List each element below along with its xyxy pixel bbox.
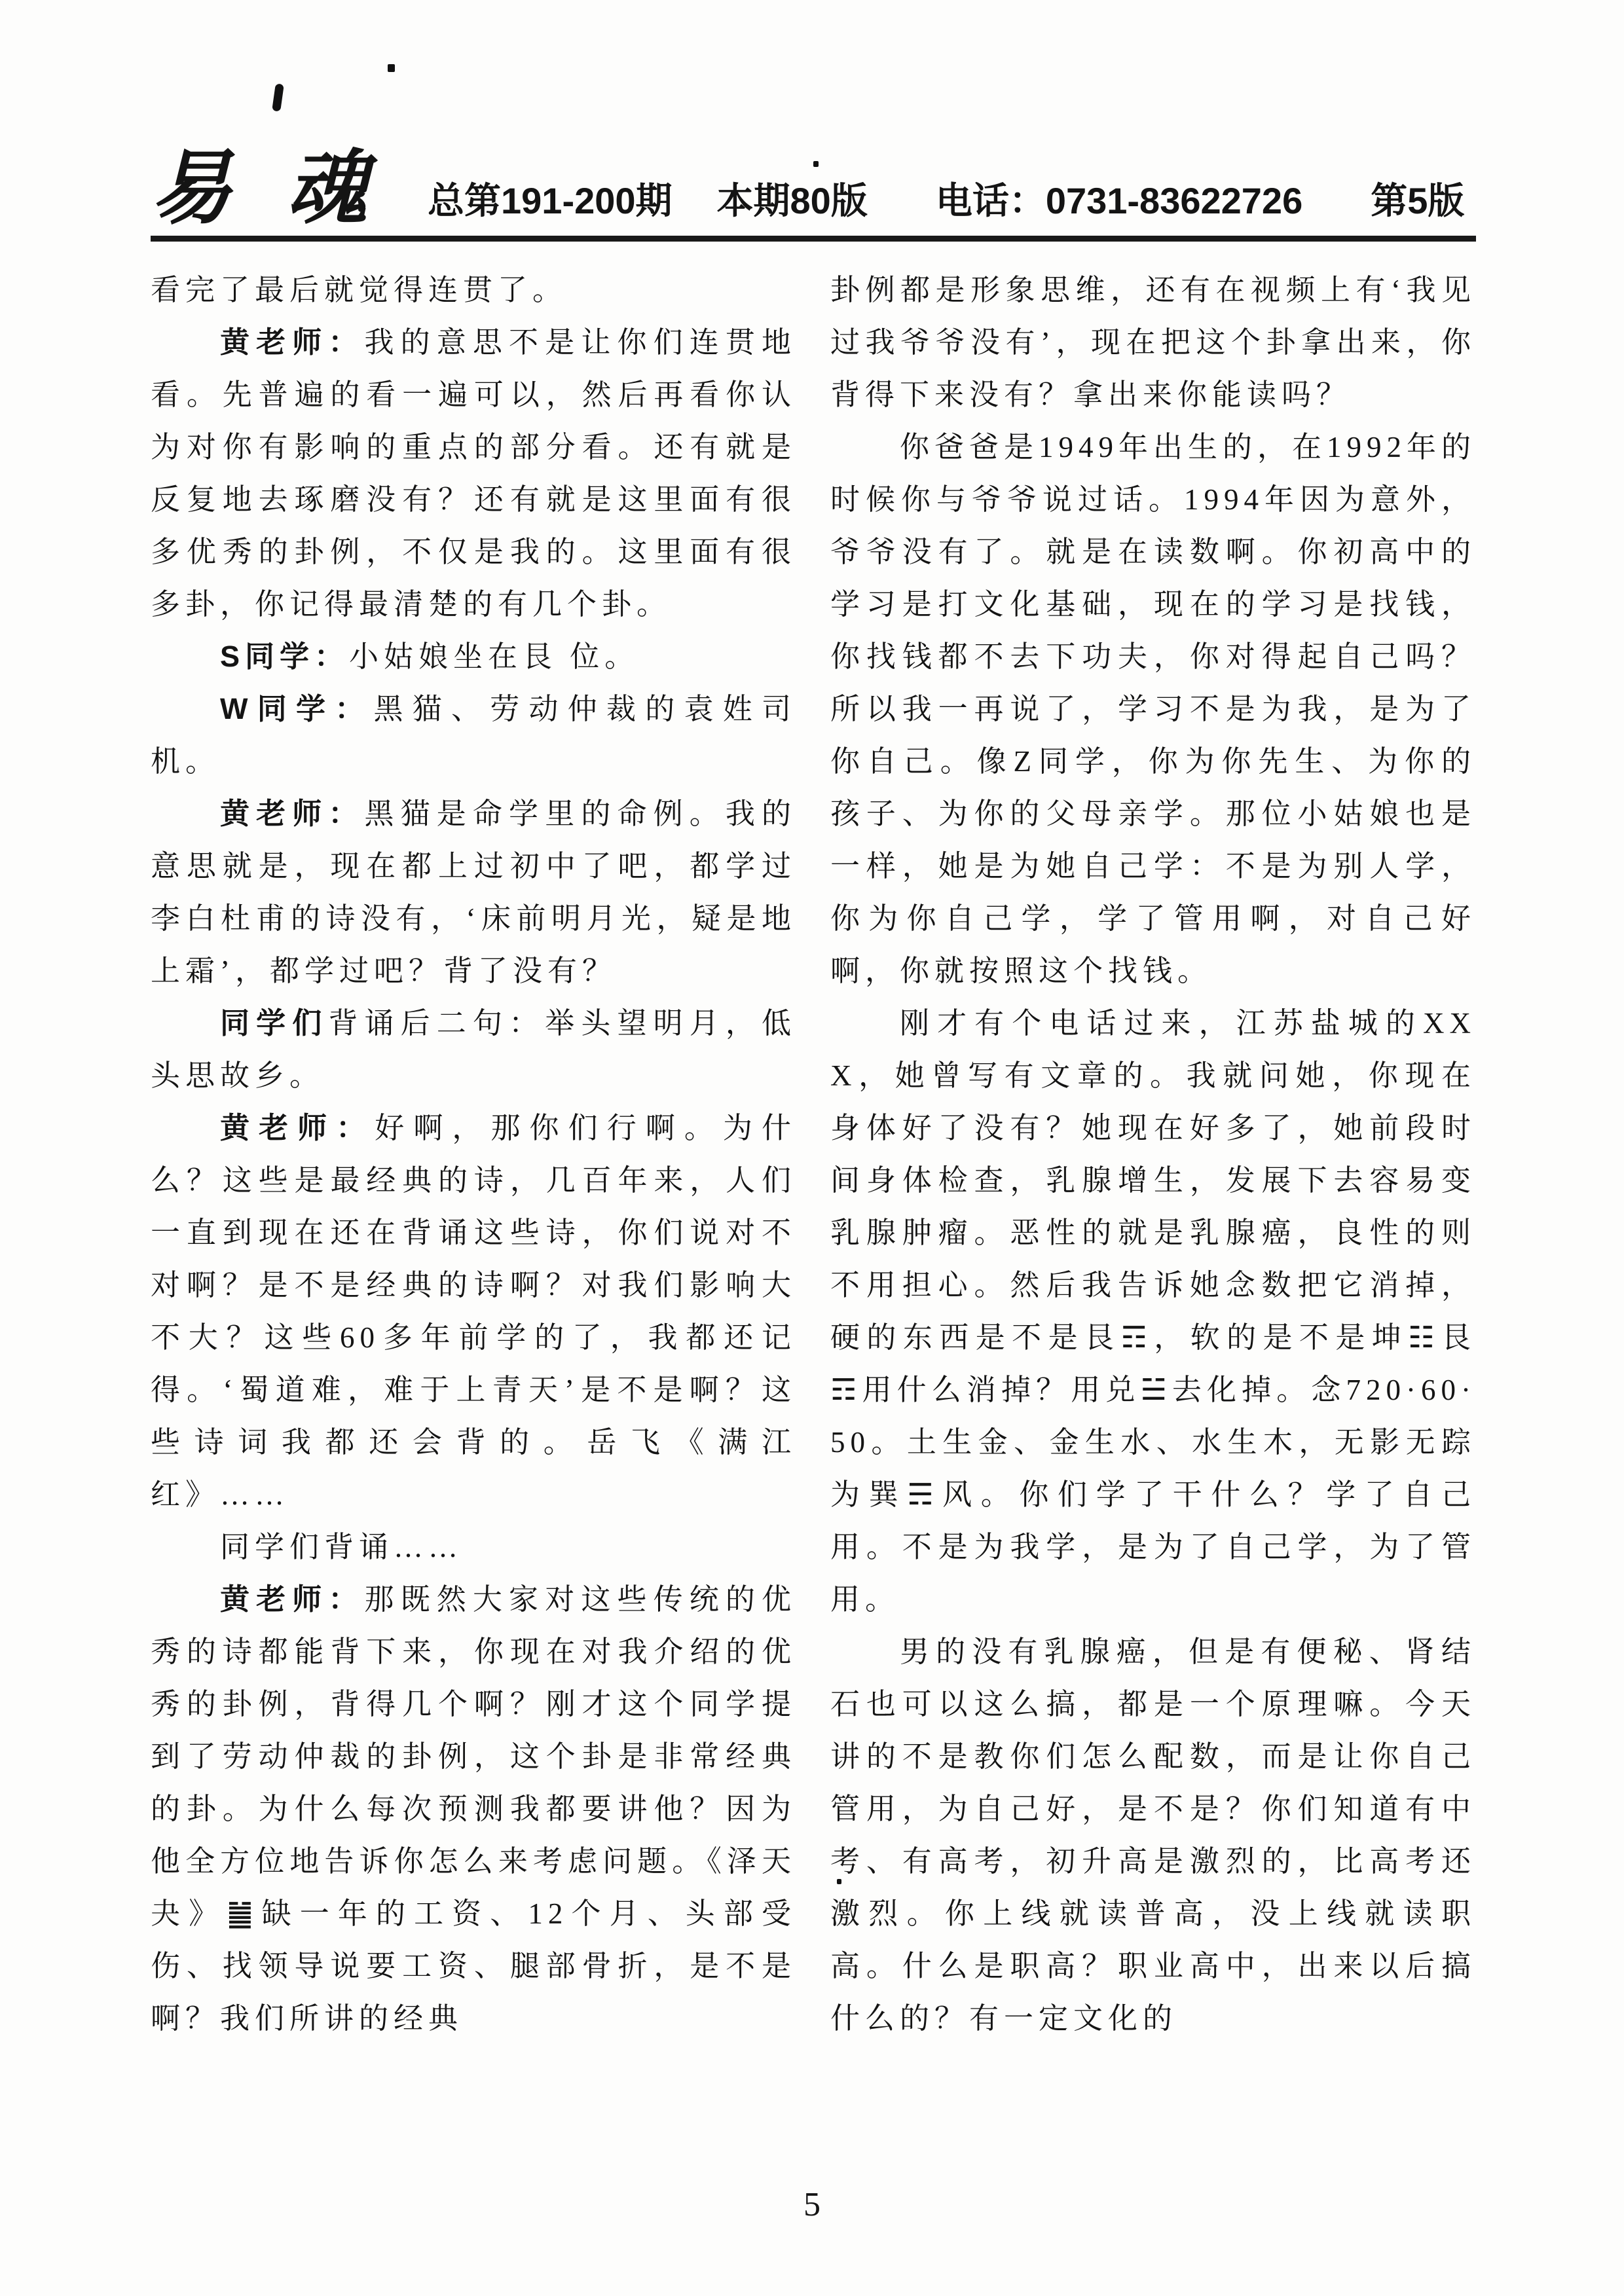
paragraph [151,264,796,316]
paragraph-text: 好啊，那你们行啊。为什么？这些是最经典的诗，几百年来，人们一直到现在还在背诵这些诗，你们说对不对啊？是不是经典的诗啊？对我们影响大不大？这些60多年前学的了，我都还记得。‘蜀道难，难于上青天’是不是啊？这些诗词我都还会背的。岳飞《满江红》…… [151,1112,796,1512]
right-column [830,264,1476,2045]
paragraph [151,1573,796,2045]
paragraph [151,630,796,683]
paragraph [151,683,796,788]
speaker-label: S同学： [220,640,350,674]
speaker-label: W同学： [220,692,374,726]
paragraph [151,1521,796,1573]
scan-artifact [388,64,395,72]
phone-label: 电话：0731-83622726 [935,180,1303,222]
paragraph-text: 同学们背诵…… [220,1531,464,1564]
speaker-label: 同学们 [220,1006,329,1040]
speaker-label: 黄老师： [220,1582,365,1616]
masthead-divider [151,236,1476,242]
paragraph [151,1102,796,1521]
paragraph-text: 那既然大家对这些传统的优秀的诗都能背下来，你现在对我介绍的优秀的卦例，背得几个啊？刚才这个同学提到了劳动仲裁的卦例，这个卦是非常经典的卦。为什么每次预测我都要讲他？因为他全方位地告诉你怎么来考虑问题。《泽天夬》䷪缺一年的工资、12个月、头部受伤、找领导说要工资、腿部骨折，是不是啊？我们所讲的经典 [151,1583,796,2035]
paragraph-text: 你爸爸是1949年出生的，在1992年的时候你与爷爷说过话。1994年因为意外，爷爷没有了。就是在读数啊。你初高中的学习是打文化基础，现在的学习是找钱，你找钱都不去下功夫，你对得起自己吗？ 所以我一再说了，学习不是为我，是为了你自己。像Z同学，你为你先生、为你的孩子、为你的父母亲学。那位小姑娘也是一样，她是为她自己学：不是为别人学，你为你自己学，学了管用啊，对自己好啊，你就按照这个找钱。 [830,431,1477,988]
speaker-label: 黄老师： [220,797,365,831]
paragraph-text: 背诵后二句：举头望明月，低头思故乡。 [151,1007,796,1093]
scan-artifact [837,1879,841,1884]
issue-range-label: 总第191-200期 [428,180,673,222]
paragraph [151,997,796,1102]
publication-logo: 易 魂 [151,144,385,234]
paragraph [151,316,796,630]
two-column-text [151,264,1476,2045]
speaker-label: 黄老师： [220,325,365,359]
page-footer [0,2185,1624,2224]
paragraph-text: 小姑娘坐在艮 位。 [349,640,640,674]
paragraph [830,421,1476,997]
left-column [151,264,796,2045]
paragraph-text: 看完了最后就觉得连贯了。 [151,274,568,307]
paragraph [830,264,1476,421]
paragraph-text: 黑猫、劳动仲裁的袁姓司机。 [151,693,796,778]
page-number: 5 [803,2186,821,2223]
paragraph [151,788,796,997]
paragraph [830,1626,1476,2045]
scan-artifact [813,161,819,167]
speaker-label: 黄老师： [220,1111,375,1145]
paragraph-text: 男的没有乳腺癌，但是有便秘、肾结石也可以这么搞，都是一个原理嘛。今天讲的不是教你们怎么配数，而是让你自己管用，为自己好，是不是？你们知道有中考、有高考，初升高是激烈的，比高考还激烈。你上线就读普高，没上线就读职高。什么是职高？职业高中，出来以后搞什么的？有一定文化的 [830,1635,1476,2035]
paragraph-text: 黑猫是命学里的命例。我的意思就是，现在都上过初中了吧，都学过李白杜甫的诗没有，‘床前明月光，疑是地上霜’，都学过吧？背了没有？ [151,797,796,988]
paragraph [830,997,1476,1626]
paragraph-text: 我的意思不是让你们连贯地看。先普遍的看一遍可以，然后再看你认为对你有影响的重点的部分看。还有就是反复地去琢磨没有？还有就是这里面有很多优秀的卦例，不仅是我的。这里面有很多卦，你记得最清楚的有几个卦。 [151,326,796,621]
edition-count-label: 本期80版 [716,180,868,222]
paragraph-text: 刚才有个电话过来，江苏盐城的XXX，她曾写有文章的。我就问她，你现在身体好了没有？她现在好多了，她前段时间身体检查，乳腺增生，发展下去容易变乳腺肿瘤。恶性的就是乳腺癌，良性的则不用担心。然后我告诉她念数把它消掉，硬的东西是不是艮☶，软的是不是坤☷艮☶用什么消掉？用兑☱去化掉。念720·60·50。土生金、金生水、水生木，无影无踪为巽☴风。你们学了干什么？学了自己用。不是为我学，是为了自己学，为了管用。 [830,1007,1476,1616]
paragraph-text: 卦例都是形象思维，还有在视频上有‘我见过我爷爷没有’，现在把这个卦拿出来，你背得下来没有？拿出来你能读吗？ [830,274,1476,412]
page-edition-label: 第5版 [1371,180,1465,222]
